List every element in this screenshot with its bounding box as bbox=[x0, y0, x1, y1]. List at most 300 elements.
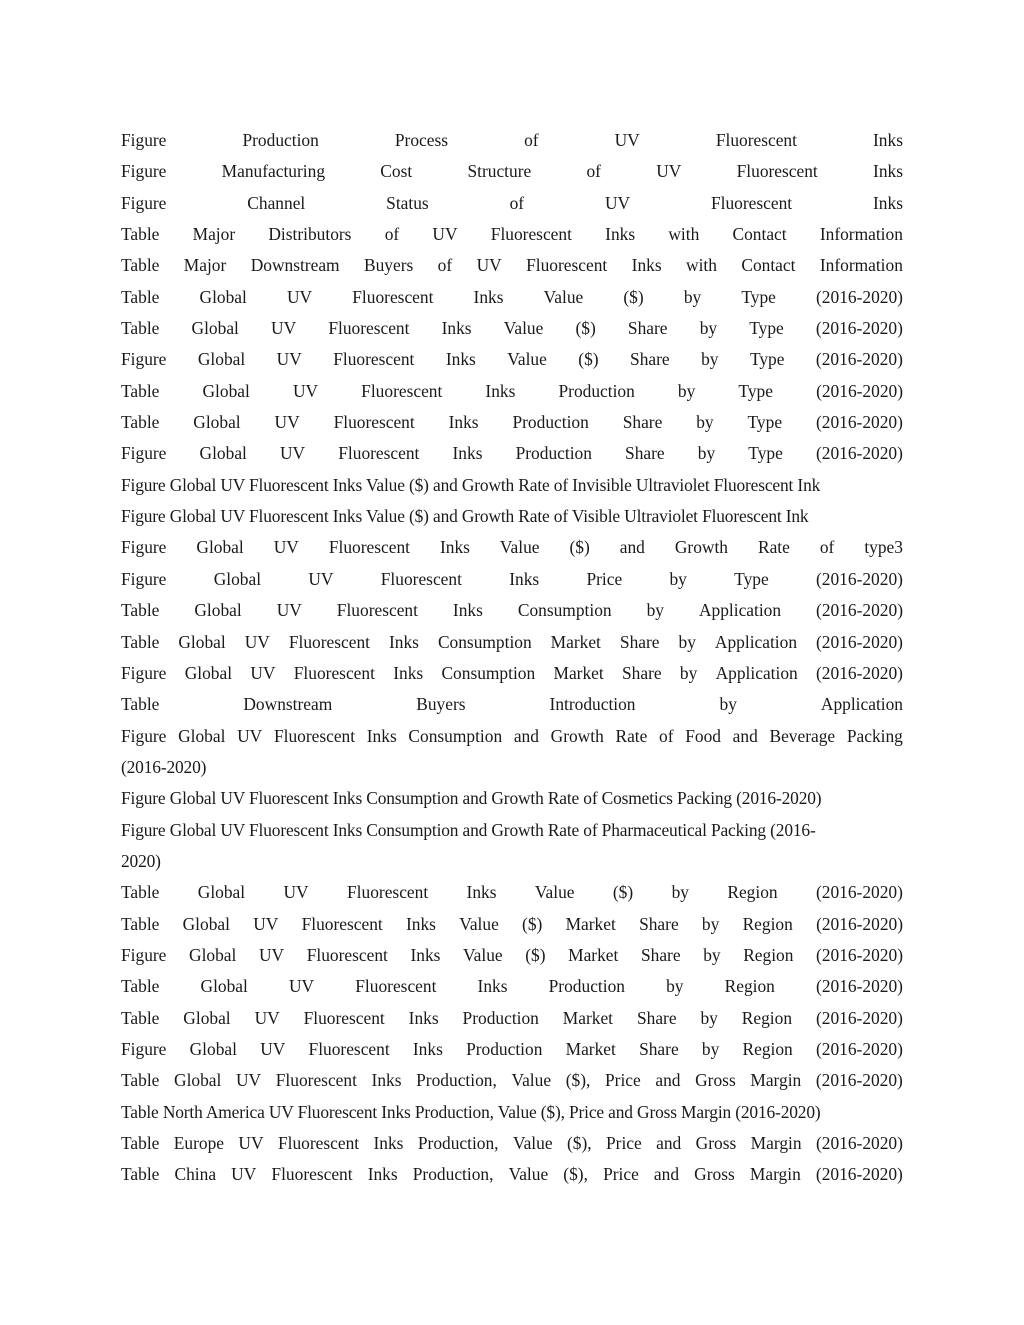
line-word: Table bbox=[121, 224, 160, 245]
line-word: UV bbox=[271, 318, 297, 339]
line-word: Fluorescent bbox=[303, 1007, 385, 1028]
document-line: (2016-2020) bbox=[121, 756, 207, 777]
line-word: Application bbox=[714, 631, 798, 652]
document-line bbox=[121, 971, 903, 1002]
line-word: Table bbox=[121, 380, 160, 401]
document-line bbox=[121, 564, 903, 595]
line-word: Inks bbox=[367, 1164, 398, 1185]
line-word: Share bbox=[619, 631, 660, 652]
line-word: Table bbox=[121, 913, 160, 934]
document-line bbox=[121, 219, 903, 250]
line-word: Cost bbox=[380, 161, 413, 182]
line-word: of bbox=[819, 537, 835, 558]
line-word: by bbox=[719, 694, 737, 715]
line-word: Fluorescent bbox=[328, 537, 410, 558]
line-word: Value bbox=[512, 1133, 553, 1153]
document-line bbox=[121, 940, 903, 971]
document-line bbox=[121, 250, 903, 281]
line-word: Packing bbox=[846, 725, 903, 746]
line-word: Fluorescent bbox=[355, 976, 437, 997]
line-word: of bbox=[384, 224, 400, 245]
line-word: ($) bbox=[525, 944, 546, 965]
line-word: Share bbox=[630, 349, 670, 370]
line-word: Application bbox=[698, 600, 782, 621]
line-word: Fluorescent bbox=[275, 1070, 357, 1091]
line-word: Structure bbox=[467, 161, 532, 182]
line-word: Global bbox=[197, 882, 246, 903]
line-word: Inks bbox=[393, 662, 424, 683]
line-word: Inks bbox=[439, 537, 470, 558]
line-word: Market bbox=[568, 944, 619, 965]
line-word: Share bbox=[627, 318, 668, 339]
line-word: Fluorescent bbox=[306, 944, 388, 965]
line-word: Fluorescent bbox=[271, 1164, 353, 1185]
line-word: Table bbox=[121, 600, 160, 621]
line-word: UV bbox=[236, 1070, 262, 1091]
document-line: 2020) bbox=[121, 850, 161, 871]
line-word: Global bbox=[213, 568, 262, 589]
line-word: UV bbox=[253, 913, 279, 934]
document-line: Table North America UV Fluorescent Inks Production, Value ($), Price and Gross Margin (2016-2020) bbox=[121, 1101, 821, 1122]
line-word: Inks bbox=[873, 161, 903, 182]
line-word: by bbox=[677, 380, 696, 401]
line-word: Consumption bbox=[517, 600, 612, 621]
document-line bbox=[121, 438, 903, 469]
line-word: UV bbox=[604, 192, 631, 213]
line-word: Table bbox=[121, 1070, 160, 1091]
line-word: Inks bbox=[410, 944, 441, 965]
line-word: Value bbox=[499, 537, 540, 558]
line-word: Fluorescent bbox=[328, 318, 410, 339]
line-word: ($), bbox=[566, 1133, 592, 1153]
line-word: Table bbox=[121, 318, 160, 339]
line-word: Market bbox=[550, 631, 601, 652]
line-word: Inks bbox=[412, 1038, 443, 1059]
document-line bbox=[121, 1128, 903, 1159]
line-word: Table bbox=[121, 255, 160, 276]
line-word: Table bbox=[121, 1164, 160, 1185]
line-word: UV bbox=[237, 725, 263, 746]
line-word: Value bbox=[459, 913, 499, 934]
line-word: UV bbox=[274, 412, 300, 433]
line-word: Inks bbox=[873, 130, 903, 150]
line-word: Fluorescent bbox=[490, 224, 572, 245]
document-line bbox=[121, 1065, 903, 1096]
line-word: by bbox=[699, 318, 718, 339]
line-word: Inks bbox=[473, 286, 504, 307]
line-word: Fluorescent bbox=[526, 255, 608, 276]
line-word: Manufacturing bbox=[221, 161, 326, 182]
line-word: Share bbox=[636, 1007, 677, 1028]
line-word: Production, bbox=[416, 1070, 497, 1091]
line-word: Fluorescent bbox=[715, 130, 797, 150]
line-word: Figure bbox=[121, 349, 167, 370]
line-word: Value bbox=[463, 944, 503, 965]
line-word: Type bbox=[738, 380, 773, 401]
line-word: ($) bbox=[575, 318, 596, 339]
line-word: Table bbox=[121, 631, 160, 652]
line-word: Figure bbox=[121, 537, 167, 558]
line-word: ($) bbox=[522, 913, 543, 934]
line-word: Inks bbox=[373, 1133, 404, 1153]
line-word: Share bbox=[639, 913, 679, 934]
document-line bbox=[121, 658, 903, 689]
line-word: Global bbox=[183, 1007, 231, 1028]
line-word: Production, bbox=[412, 1164, 494, 1185]
line-word: (2016-2020) bbox=[815, 1038, 903, 1059]
line-word: of bbox=[437, 255, 453, 276]
line-word: Type bbox=[741, 286, 776, 307]
document-line bbox=[121, 313, 903, 344]
line-word: Major bbox=[183, 255, 227, 276]
document-line: Figure Global UV Fluorescent Inks Consumption and Growth Rate of Pharmaceutical Packing (2016- bbox=[121, 819, 816, 840]
line-word: Information bbox=[819, 255, 903, 276]
line-word: Application bbox=[715, 662, 798, 683]
line-word: Margin bbox=[750, 1070, 802, 1091]
line-word: Fluorescent bbox=[288, 631, 370, 652]
line-word: Fluorescent bbox=[333, 349, 415, 370]
line-word: Fluorescent bbox=[301, 913, 383, 934]
line-word: Information bbox=[819, 224, 903, 245]
line-word: Share bbox=[622, 412, 663, 433]
line-word: Type bbox=[734, 568, 769, 589]
line-word: UV bbox=[656, 161, 682, 182]
line-word: Market bbox=[565, 1038, 616, 1059]
line-word: Gross bbox=[694, 1164, 735, 1185]
line-word: UV bbox=[258, 944, 285, 965]
line-word: Figure bbox=[121, 662, 167, 683]
document-line bbox=[121, 407, 903, 438]
line-word: Price bbox=[604, 1070, 641, 1091]
line-word: Fluorescent bbox=[710, 192, 793, 213]
line-word: of bbox=[509, 192, 525, 213]
line-word: Global bbox=[178, 725, 226, 746]
line-word: of bbox=[659, 725, 674, 746]
line-word: with bbox=[668, 224, 700, 245]
line-word: Inks bbox=[371, 1070, 402, 1091]
document-line bbox=[121, 627, 903, 658]
line-word: of bbox=[586, 161, 601, 182]
line-word: Region bbox=[741, 1007, 793, 1028]
line-word: by bbox=[696, 412, 714, 433]
line-word: Type bbox=[749, 318, 784, 339]
line-word: Global bbox=[199, 286, 247, 307]
line-word: Fluorescent bbox=[333, 412, 415, 433]
line-word: (2016-2020) bbox=[816, 662, 903, 683]
line-word: Europe bbox=[173, 1133, 225, 1153]
line-word: (2016-2020) bbox=[815, 1070, 903, 1091]
line-word: Figure bbox=[121, 944, 167, 965]
line-word: UV bbox=[614, 130, 640, 150]
line-word: Market bbox=[553, 662, 604, 683]
line-word: Rate bbox=[615, 725, 648, 746]
line-word: Table bbox=[121, 976, 160, 997]
line-word: Gross bbox=[695, 1133, 737, 1153]
line-word: Fluorescent bbox=[380, 568, 462, 589]
line-word: (2016-2020) bbox=[815, 349, 903, 370]
line-word: Status bbox=[386, 192, 429, 213]
line-word: Value bbox=[543, 286, 584, 307]
line-word: by bbox=[671, 882, 689, 903]
line-word: Market bbox=[562, 1007, 614, 1028]
document-line bbox=[121, 689, 903, 720]
line-word: UV bbox=[287, 286, 313, 307]
line-word: Inks bbox=[448, 412, 479, 433]
line-word: Application bbox=[820, 694, 903, 715]
line-word: Price bbox=[603, 1164, 639, 1185]
line-word: Inks bbox=[408, 1007, 439, 1028]
line-word: Inks bbox=[452, 443, 483, 464]
line-word: UV bbox=[254, 1007, 280, 1028]
line-word: (2016-2020) bbox=[815, 882, 903, 903]
line-word: Fluorescent bbox=[293, 662, 375, 683]
line-word: UV bbox=[283, 882, 309, 903]
line-word: with bbox=[686, 255, 717, 276]
line-word: Value bbox=[507, 349, 547, 370]
line-word: UV bbox=[476, 255, 502, 276]
line-word: by bbox=[701, 1038, 720, 1059]
line-word: Global bbox=[197, 349, 246, 370]
document-line bbox=[121, 595, 903, 626]
line-word: Global bbox=[178, 631, 226, 652]
line-word: UV bbox=[432, 224, 458, 245]
line-word: Table bbox=[121, 1007, 160, 1028]
line-word: Fluorescent bbox=[277, 1133, 360, 1153]
line-word: and bbox=[619, 537, 645, 558]
line-word: ($) bbox=[578, 349, 599, 370]
line-word: (2016-2020) bbox=[816, 944, 903, 965]
line-word: Introduction bbox=[549, 694, 636, 715]
line-word: Gross bbox=[695, 1070, 736, 1091]
line-word: (2016-2020) bbox=[815, 412, 903, 433]
line-word: Contact bbox=[741, 255, 796, 276]
line-word: Inks bbox=[445, 349, 476, 370]
line-word: Table bbox=[121, 412, 160, 433]
line-word: Global bbox=[182, 913, 230, 934]
line-word: by bbox=[678, 631, 696, 652]
line-word: Region bbox=[727, 882, 778, 903]
line-word: Production bbox=[512, 412, 589, 433]
document-line bbox=[121, 125, 903, 156]
document-line: Figure Global UV Fluorescent Inks Value ($) and Growth Rate of Visible Ultraviolet Fluorescent Ink bbox=[121, 506, 809, 527]
line-word: Buyers bbox=[363, 255, 414, 276]
line-word: Price bbox=[606, 1133, 642, 1153]
line-word: Process bbox=[394, 130, 448, 150]
line-word: Global bbox=[196, 537, 244, 558]
line-word: Inks bbox=[466, 882, 497, 903]
document-line: Figure Global UV Fluorescent Inks Consumption and Growth Rate of Cosmetics Packing (2016-2020) bbox=[121, 788, 822, 809]
line-word: (2016-2020) bbox=[816, 600, 903, 621]
line-word: by bbox=[679, 662, 698, 683]
line-word: Food bbox=[685, 725, 721, 746]
line-word: Inks bbox=[873, 192, 903, 213]
line-word: by bbox=[701, 349, 719, 370]
line-word: Global bbox=[194, 600, 242, 621]
line-word: Value bbox=[534, 882, 575, 903]
line-word: by bbox=[666, 976, 684, 997]
line-word: ($) bbox=[612, 882, 634, 903]
line-word: (2016-2020) bbox=[816, 568, 903, 589]
line-word: Rate bbox=[757, 537, 790, 558]
line-word: (2016-2020) bbox=[815, 1164, 903, 1185]
line-word: Global bbox=[193, 412, 241, 433]
line-word: ($), bbox=[565, 1070, 591, 1091]
line-word: Type bbox=[748, 443, 783, 464]
line-word: UV bbox=[289, 976, 315, 997]
line-word: Margin bbox=[750, 1133, 802, 1153]
line-word: Inks bbox=[631, 255, 662, 276]
line-word: Share bbox=[625, 443, 665, 464]
line-word: Figure bbox=[121, 443, 167, 464]
line-word: Consumption bbox=[408, 725, 503, 746]
line-word: Table bbox=[121, 286, 160, 307]
line-word: Share bbox=[640, 944, 681, 965]
line-word: Inks bbox=[405, 913, 436, 934]
line-word: Price bbox=[586, 568, 623, 589]
line-word: by bbox=[703, 944, 721, 965]
line-word: and bbox=[656, 1133, 682, 1153]
line-word: Production bbox=[515, 443, 592, 464]
line-word: Global bbox=[189, 1038, 237, 1059]
line-word: Figure bbox=[121, 161, 167, 182]
line-word: Figure bbox=[121, 1038, 167, 1059]
line-word: Beverage bbox=[769, 725, 836, 746]
line-word: Production bbox=[558, 380, 635, 401]
line-word: Fluorescent bbox=[347, 882, 429, 903]
line-word: Figure bbox=[121, 192, 167, 213]
line-word: UV bbox=[276, 349, 302, 370]
line-word: Production bbox=[462, 1007, 539, 1028]
line-word: Table bbox=[121, 882, 160, 903]
line-word: Fluorescent bbox=[361, 380, 443, 401]
line-word: Figure bbox=[121, 568, 167, 589]
line-word: Global bbox=[202, 380, 250, 401]
line-word: Buyers bbox=[416, 694, 466, 715]
document-line bbox=[121, 909, 903, 940]
line-word: of bbox=[524, 130, 539, 150]
line-word: (2016-2020) bbox=[815, 443, 903, 464]
line-word: Production bbox=[548, 976, 625, 997]
line-word: Fluorescent bbox=[273, 725, 356, 746]
line-word: Region bbox=[724, 976, 775, 997]
line-word: and bbox=[655, 1070, 681, 1091]
line-word: by bbox=[697, 443, 716, 464]
document-line bbox=[121, 188, 903, 219]
line-word: Fluorescent bbox=[736, 161, 818, 182]
line-word: Region bbox=[742, 913, 793, 934]
document-line bbox=[121, 721, 903, 752]
line-word: Production, bbox=[417, 1133, 499, 1153]
line-word: Figure bbox=[121, 130, 167, 150]
line-word: (2016-2020) bbox=[815, 1007, 903, 1028]
line-word: Table bbox=[121, 694, 160, 715]
line-word: Inks bbox=[366, 725, 397, 746]
line-word: Inks bbox=[441, 318, 472, 339]
line-word: Channel bbox=[247, 192, 306, 213]
line-word: Value bbox=[508, 1164, 549, 1185]
line-word: Global bbox=[174, 1070, 222, 1091]
line-word: Inks bbox=[509, 568, 540, 589]
line-word: Region bbox=[743, 944, 794, 965]
document-line bbox=[121, 1159, 903, 1190]
line-word: China bbox=[174, 1164, 217, 1185]
line-word: type3 bbox=[864, 537, 903, 558]
line-word: Global bbox=[200, 976, 248, 997]
list-of-figures-and-tables bbox=[121, 125, 903, 1191]
line-word: Consumption bbox=[437, 631, 532, 652]
line-word: UV bbox=[244, 631, 270, 652]
line-word: Fluorescent bbox=[308, 1038, 390, 1059]
line-word: and bbox=[653, 1164, 680, 1185]
line-word: Production bbox=[242, 130, 319, 150]
line-word: UV bbox=[292, 380, 319, 401]
line-word: Fluorescent bbox=[336, 600, 418, 621]
line-word: (2016-2020) bbox=[816, 913, 903, 934]
line-word: (2016-2020) bbox=[815, 1133, 903, 1153]
line-word: Contact bbox=[732, 224, 787, 245]
line-word: Inks bbox=[605, 224, 636, 245]
line-word: Downstream bbox=[243, 694, 333, 715]
line-word: (2016-2020) bbox=[816, 976, 903, 997]
line-word: Growth bbox=[550, 725, 604, 746]
line-word: Global bbox=[199, 443, 247, 464]
line-word: Inks bbox=[485, 380, 516, 401]
line-word: Growth bbox=[674, 537, 728, 558]
line-word: Fluorescent bbox=[338, 443, 420, 464]
line-word: Market bbox=[565, 913, 616, 934]
line-word: UV bbox=[231, 1164, 257, 1185]
document-line bbox=[121, 282, 903, 313]
document-line bbox=[121, 156, 903, 187]
document-line bbox=[121, 532, 903, 563]
line-word: (2016-2020) bbox=[816, 286, 903, 307]
line-word: Production bbox=[466, 1038, 543, 1059]
line-word: Type bbox=[747, 412, 783, 433]
line-word: (2016-2020) bbox=[816, 380, 903, 401]
line-word: and bbox=[732, 725, 758, 746]
line-word: Value bbox=[511, 1070, 552, 1091]
line-word: Inks bbox=[388, 631, 419, 652]
line-word: Fluorescent bbox=[352, 286, 434, 307]
line-word: Major bbox=[192, 224, 236, 245]
line-word: Margin bbox=[749, 1164, 801, 1185]
line-word: Global bbox=[184, 662, 233, 683]
line-word: by bbox=[683, 286, 702, 307]
document-line bbox=[121, 376, 903, 407]
line-word: (2016-2020) bbox=[816, 631, 903, 652]
line-word: by bbox=[669, 568, 687, 589]
line-word: Global bbox=[191, 318, 239, 339]
document-line: Figure Global UV Fluorescent Inks Value ($) and Growth Rate of Invisible Ultraviolet Fluorescent Ink bbox=[121, 474, 821, 495]
line-word: Table bbox=[121, 1133, 160, 1153]
line-word: Share bbox=[622, 662, 662, 683]
line-word: UV bbox=[250, 662, 276, 683]
line-word: Inks bbox=[452, 600, 483, 621]
line-word: Type bbox=[749, 349, 785, 370]
line-word: by bbox=[701, 913, 720, 934]
line-word: Figure bbox=[121, 725, 167, 746]
line-word: Share bbox=[639, 1038, 679, 1059]
document-line bbox=[121, 1003, 903, 1034]
line-word: by bbox=[646, 600, 664, 621]
document-line bbox=[121, 877, 903, 908]
line-word: Value bbox=[503, 318, 544, 339]
line-word: UV bbox=[308, 568, 334, 589]
document-line bbox=[121, 1034, 903, 1065]
line-word: (2016-2020) bbox=[815, 318, 903, 339]
line-word: UV bbox=[280, 443, 306, 464]
line-word: Region bbox=[742, 1038, 793, 1059]
